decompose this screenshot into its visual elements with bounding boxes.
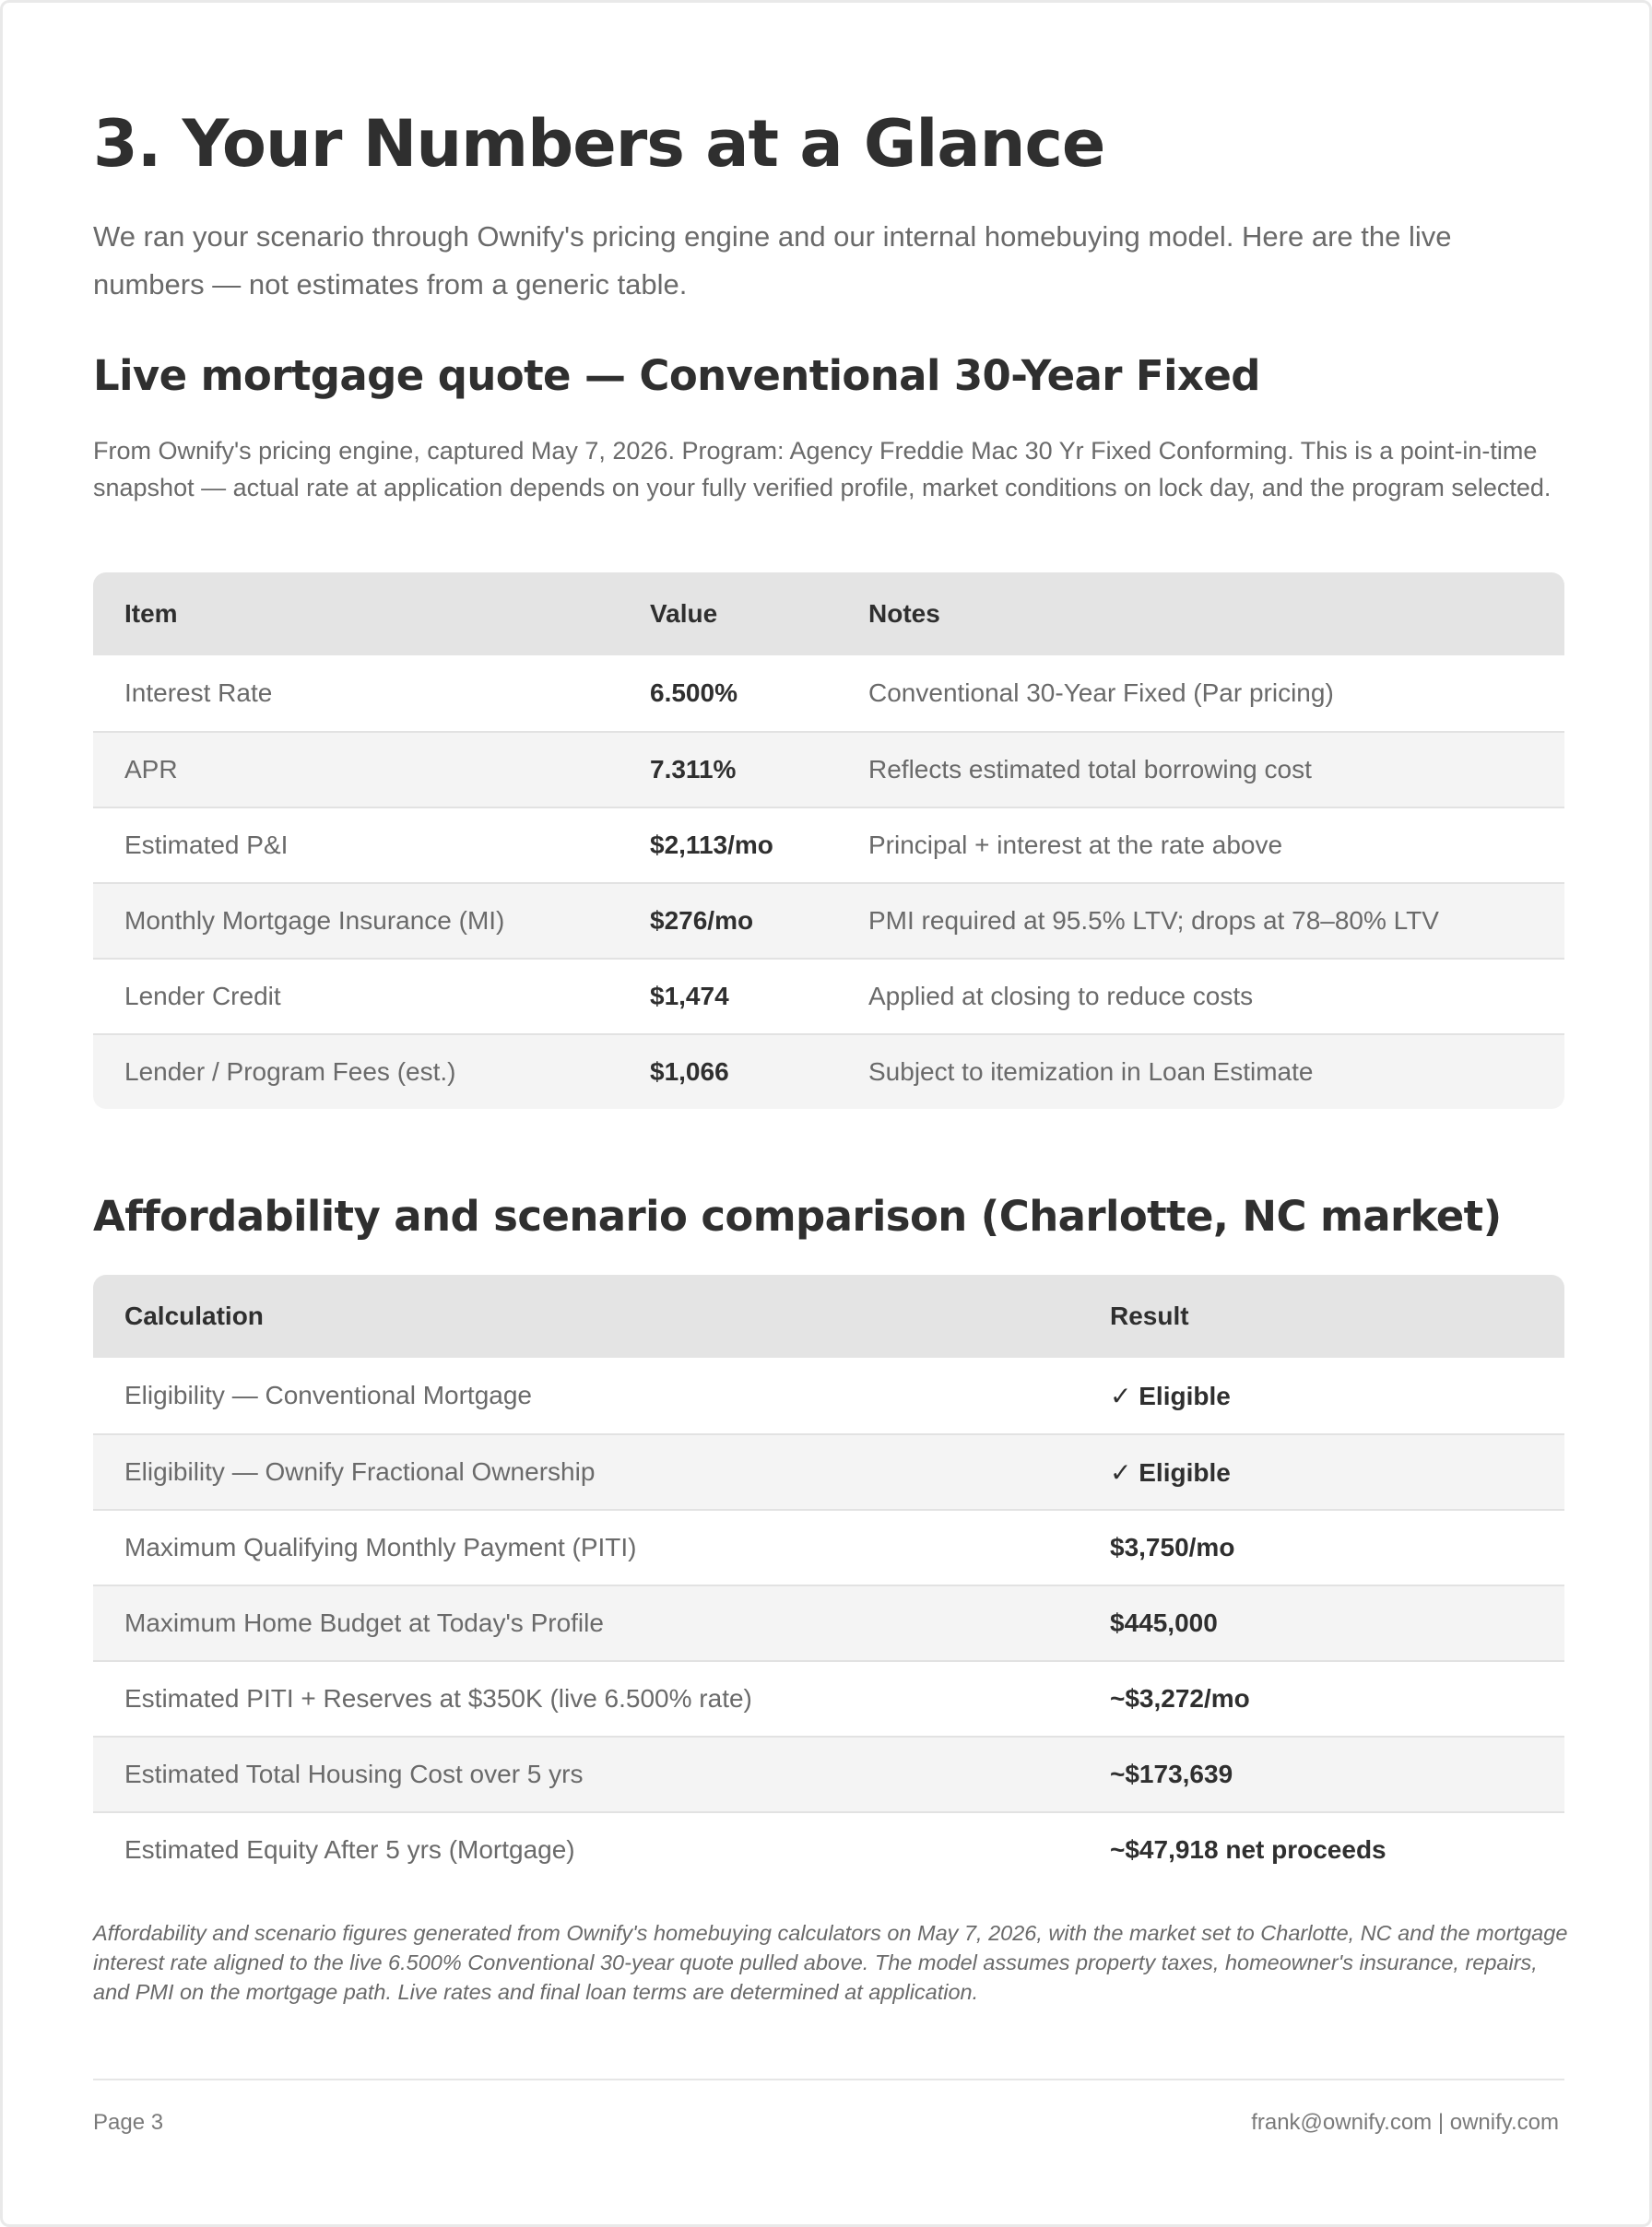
column-header-calculation: Calculation [93,1275,1079,1358]
row-item: Monthly Mortgage Insurance (MI) [93,882,619,958]
row-item: Lender Credit [93,958,619,1033]
column-header-item: Item [93,572,619,655]
row-notes: Subject to itemization in Loan Estimate [837,1033,1564,1109]
table-row [93,655,1564,731]
row-calculation: Estimated PITI + Reserves at $350K (live 6.500% rate) [93,1660,1079,1736]
row-value: 7.311% [619,731,837,807]
footer-divider [93,2079,1564,2080]
table-row [93,958,1564,1033]
table-row [93,1033,1564,1109]
table-header-row [93,1275,1564,1358]
column-header-notes: Notes [837,572,1564,655]
table-row [93,1660,1564,1736]
mortgage-quote-heading: Live mortgage quote — Conventional 30-Year Fixed [93,351,1260,400]
affordability-table [93,1275,1564,1887]
row-result: ~$3,272/mo [1079,1660,1564,1736]
row-notes: PMI required at 95.5% LTV; drops at 78–80% LTV [837,882,1564,958]
row-notes: Conventional 30-Year Fixed (Par pricing) [837,655,1564,731]
row-item: Interest Rate [93,655,619,731]
table-row [93,882,1564,958]
row-result: ✓ Eligible [1079,1358,1564,1433]
row-notes: Applied at closing to reduce costs [837,958,1564,1033]
table-row [93,1433,1564,1509]
column-header-value: Value [619,572,837,655]
row-calculation: Eligibility — Conventional Mortgage [93,1358,1079,1433]
row-notes: Principal + interest at the rate above [837,807,1564,882]
row-value: $1,066 [619,1033,837,1109]
row-value: $1,474 [619,958,837,1033]
row-result: $3,750/mo [1079,1509,1564,1585]
page-number: Page 3 [93,2110,164,2135]
row-result: $445,000 [1079,1585,1564,1660]
table-row [93,1358,1564,1433]
table-row [93,807,1564,882]
row-result: ✓ Eligible [1079,1433,1564,1509]
row-result: ~$47,918 net proceeds [1079,1811,1564,1887]
row-notes: Reflects estimated total borrowing cost [837,731,1564,807]
footer-contact: frank@ownify.com | ownify.com [1251,2110,1559,2135]
page-title: 3. Your Numbers at a Glance [93,106,1105,182]
row-value: $276/mo [619,882,837,958]
row-value: 6.500% [619,655,837,731]
table-row [93,1736,1564,1811]
row-result: ~$173,639 [1079,1736,1564,1811]
row-calculation: Maximum Home Budget at Today's Profile [93,1585,1079,1660]
table-row [93,1811,1564,1887]
row-calculation: Estimated Total Housing Cost over 5 yrs [93,1736,1079,1811]
table-header-row [93,572,1564,655]
mortgage-quote-note: From Ownify's pricing engine, captured May 7, 2026. Program: Agency Freddie Mac 30 Yr Fixed Conforming. This is a point-in-time snapshot — actual rate at application depends on your fully verified profile, market conditions on lock day, and the program selected. [93,437,1552,501]
table-row [93,1509,1564,1585]
row-value: $2,113/mo [619,807,837,882]
row-item: Lender / Program Fees (est.) [93,1033,619,1109]
affordability-footnote: Affordability and scenario figures generated from Ownify's homebuying calculators on May 7, 2026, with the market set to Charlotte, NC and the mortgage interest rate aligned to the live 6.500% Conventional 30-year quote pulled above. The model assumes property taxes, homeowner's insurance, repairs, and PMI on the mortgage path. Live rates and final loan terms are determined at application. [93,1921,1568,2004]
affordability-heading: Affordability and scenario comparison (Charlotte, NC market) [93,1192,1502,1241]
row-item: APR [93,731,619,807]
row-calculation: Maximum Qualifying Monthly Payment (PITI) [93,1509,1079,1585]
intro-paragraph: We ran your scenario through Ownify's pricing engine and our internal homebuying model. Here are the live numbers — not estimates from a generic table. [93,220,1452,300]
table-row [93,1585,1564,1660]
row-calculation: Eligibility — Ownify Fractional Ownership [93,1433,1079,1509]
column-header-result: Result [1079,1275,1564,1358]
row-item: Estimated P&I [93,807,619,882]
mortgage-quote-table [93,572,1564,1109]
row-calculation: Estimated Equity After 5 yrs (Mortgage) [93,1811,1079,1887]
table-row [93,731,1564,807]
